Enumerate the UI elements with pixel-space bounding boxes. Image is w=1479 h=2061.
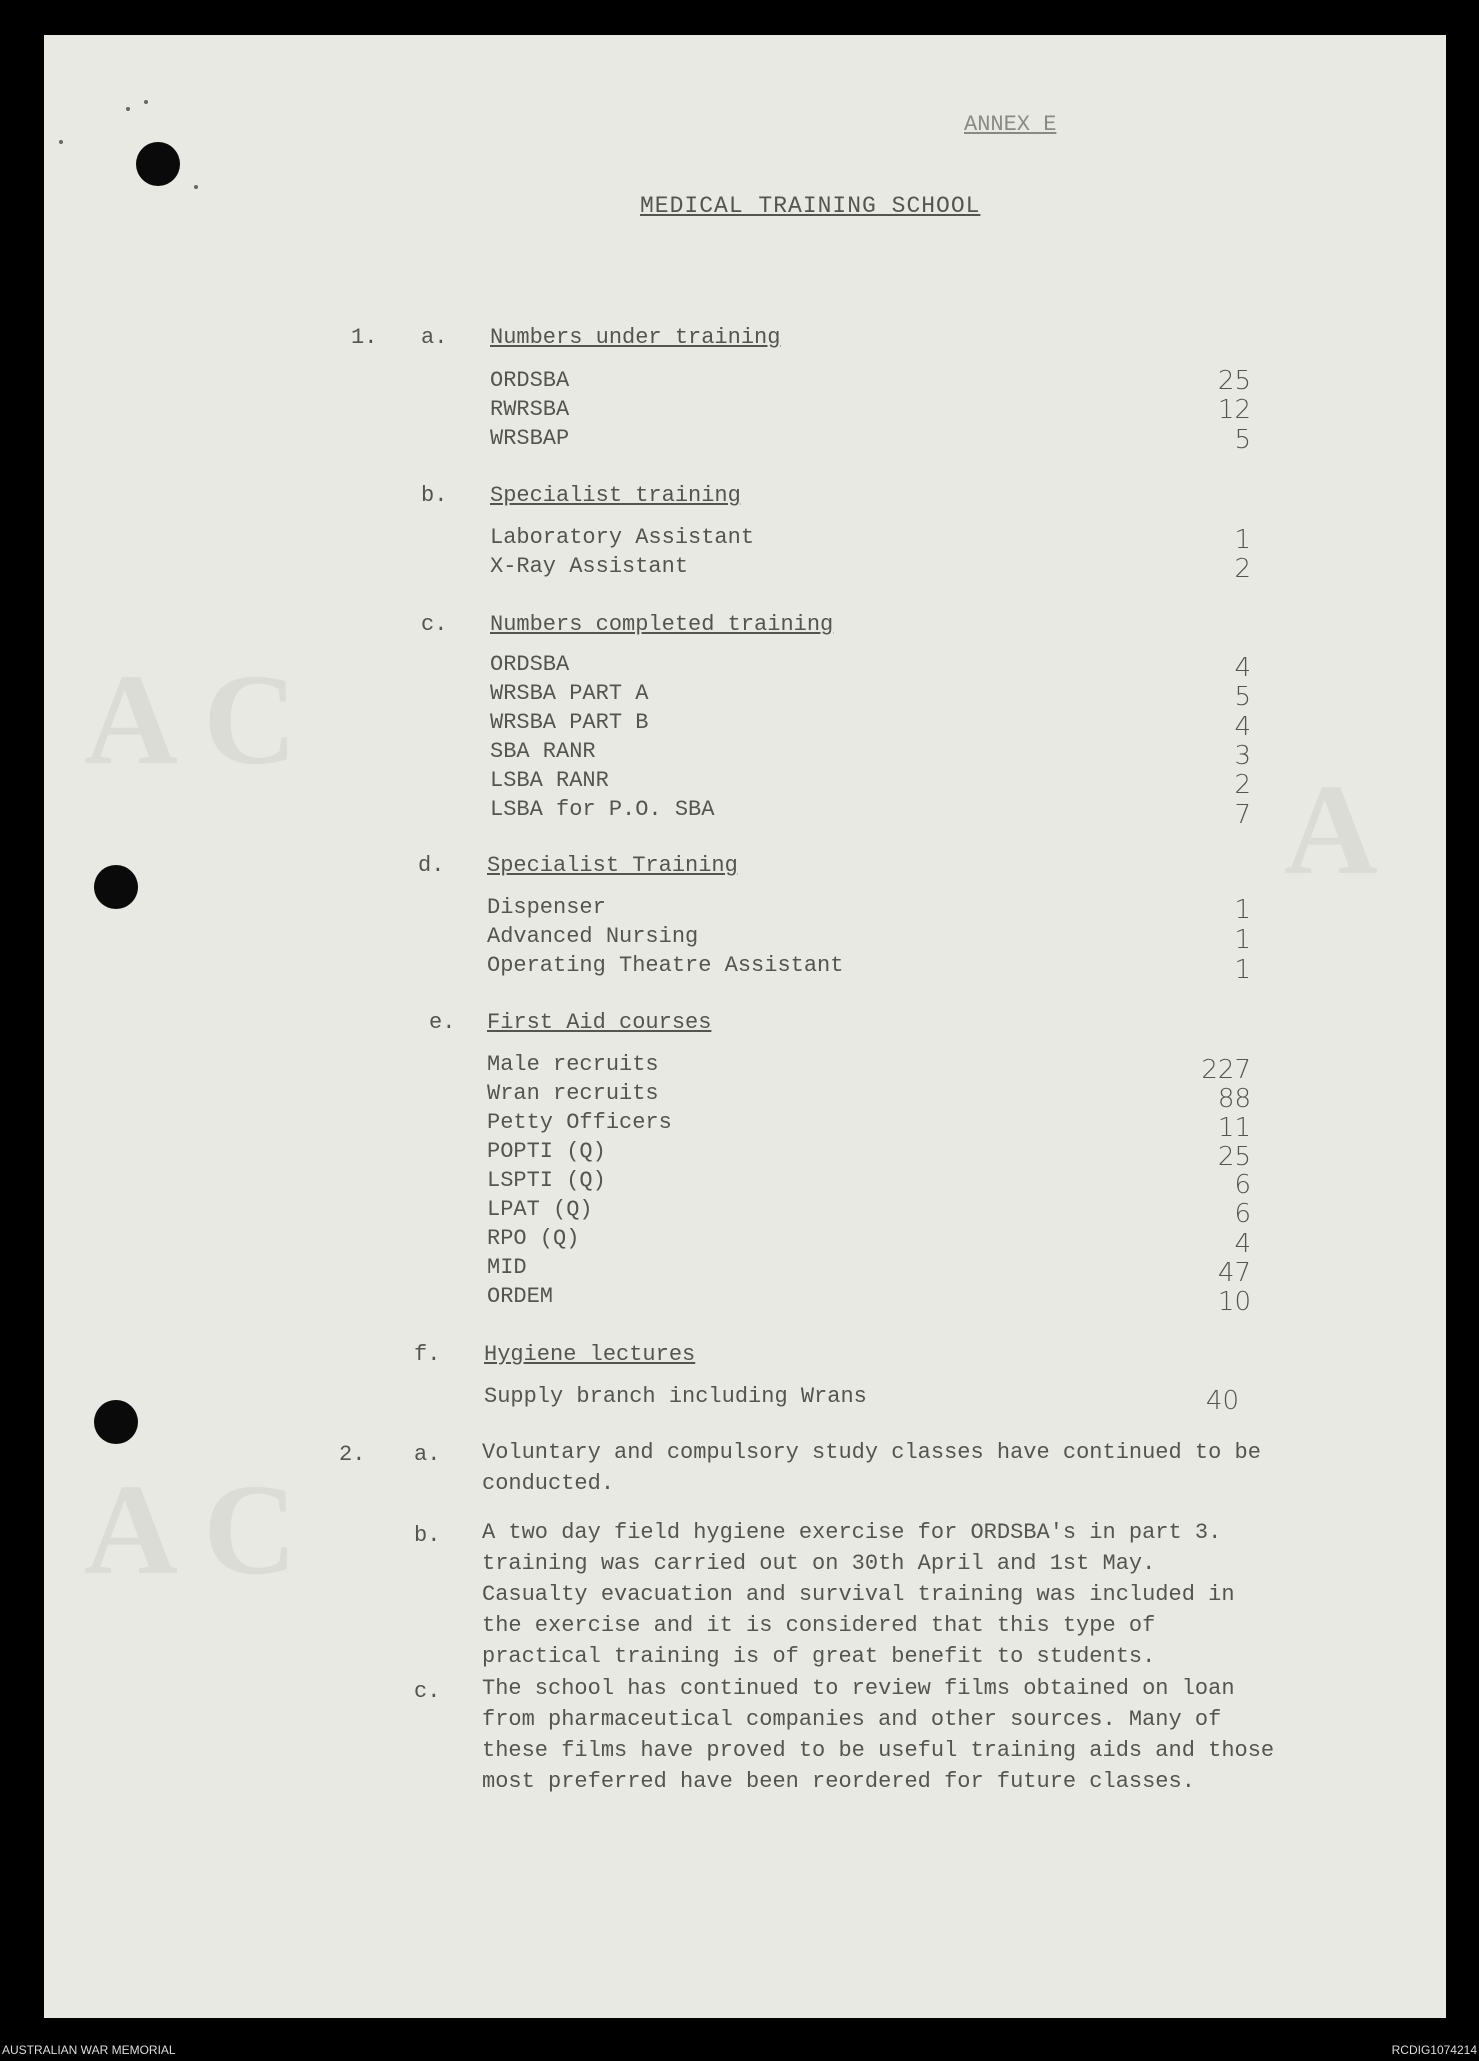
paper-mark [194,185,198,189]
row-value: 1 [1234,895,1251,925]
paragraph-line: A two day field hygiene exercise for ORDSBA's in part 3. [482,1520,1222,1545]
row-label: LSBA RANR [490,768,609,793]
row-label: SBA RANR [490,739,596,764]
row-label: Laboratory Assistant [490,525,755,550]
row-label: ORDSBA [490,368,570,393]
row-value: 4 [1234,653,1251,683]
row-label: Advanced Nursing [487,924,699,949]
row-value: 10 [1217,1287,1251,1317]
row-label: LSPTI (Q) [487,1168,606,1193]
paragraph-line: these films have proved to be useful training aids and those [482,1738,1275,1763]
section-heading: Numbers under training [490,325,781,350]
section-heading: First Aid courses [487,1010,712,1035]
watermark-cofa: A [1284,758,1378,902]
row-value: 2 [1234,554,1251,584]
paper-mark [144,100,148,104]
row-value: 5 [1234,425,1251,455]
item-letter: b. [421,483,448,508]
row-label: ORDSBA [490,652,570,677]
row-value: 1 [1234,925,1251,955]
paragraph-line: the exercise and it is considered that this type of [482,1613,1156,1638]
paragraph [482,1673,1342,1797]
item-letter: b. [414,1523,441,1548]
paragraph-line: training was carried out on 30th April and 1st May. [482,1551,1156,1576]
row-value: 3 [1234,741,1251,771]
section-heading: Numbers completed training [490,612,834,637]
section-heading: Hygiene lectures [484,1342,696,1367]
section-heading: Specialist training [490,483,741,508]
paragraph-line: conducted. [482,1471,615,1496]
item-letter: f. [414,1342,441,1367]
item-letter: d. [418,853,445,878]
row-label: Male recruits [487,1052,659,1077]
paper-mark [126,107,130,111]
row-label: LSBA for P.O. SBA [490,797,715,822]
paragraph [482,1437,1342,1499]
section-heading: Specialist Training [487,853,738,878]
punch-hole [94,865,138,909]
row-label: WRSBA PART A [490,681,649,706]
row-value: 40 [1205,1386,1239,1416]
row-value: 7 [1234,800,1251,830]
document-page [44,35,1446,2018]
row-label: LPAT (Q) [487,1197,593,1222]
row-value: 4 [1234,1229,1251,1259]
row-label: Wran recruits [487,1081,659,1106]
row-value: 4 [1234,712,1251,742]
row-label: RWRSBA [490,397,570,422]
row-value: 6 [1234,1170,1251,1200]
row-value: 1 [1234,525,1251,555]
paragraph-line: from pharmaceutical companies and other sources. Many of [482,1707,1222,1732]
paragraph-line: most preferred have been reordered for future classes. [482,1769,1195,1794]
row-label: ORDEM [487,1284,554,1309]
row-label: WRSBAP [490,426,570,451]
row-value: 25 [1217,366,1251,396]
footer-right: RCDIG1074214 [1391,2043,1477,2057]
paragraph [482,1517,1342,1672]
item-letter: e. [429,1010,456,1035]
row-label: Dispenser [487,895,606,920]
watermark-cofa: A C [84,1458,298,1602]
row-value: 12 [1217,395,1251,425]
item-letter: a. [414,1442,441,1467]
row-label: Petty Officers [487,1110,672,1135]
paragraph-line: Casualty evacuation and survival training was included in [482,1582,1235,1607]
punch-hole [94,1400,138,1444]
row-value: 1 [1234,955,1251,985]
section-number: 1. [351,325,378,350]
paragraph-line: practical training is of great benefit to students. [482,1644,1156,1669]
annex-label: ANNEX E [964,112,1057,137]
footer-left: AUSTRALIAN WAR MEMORIAL [2,2043,176,2057]
row-value: 88 [1217,1084,1251,1114]
item-letter: a. [421,325,448,350]
row-label: POPTI (Q) [487,1139,606,1164]
row-value: 6 [1234,1199,1251,1229]
row-value: 47 [1217,1258,1251,1288]
row-label: WRSBA PART B [490,710,649,735]
item-letter: c. [414,1679,441,1704]
watermark-cofa: A C [84,648,298,792]
row-label: Operating Theatre Assistant [487,953,844,978]
row-value: 25 [1217,1142,1251,1172]
paper-mark [59,140,63,144]
row-value: 2 [1234,770,1251,800]
punch-hole [136,142,180,186]
row-value: 5 [1234,682,1251,712]
row-value: 11 [1217,1113,1251,1143]
row-label: MID [487,1255,527,1280]
row-value: 227 [1201,1055,1251,1085]
paragraph-line: Voluntary and compulsory study classes have continued to be [482,1440,1261,1465]
paragraph-line: The school has continued to review films obtained on loan [482,1676,1235,1701]
page-title: MEDICAL TRAINING SCHOOL [640,193,981,219]
row-label: X-Ray Assistant [490,554,689,579]
row-label: RPO (Q) [487,1226,580,1251]
section-number: 2. [339,1442,366,1467]
item-letter: c. [421,612,448,637]
row-label: Supply branch including Wrans [484,1384,867,1409]
